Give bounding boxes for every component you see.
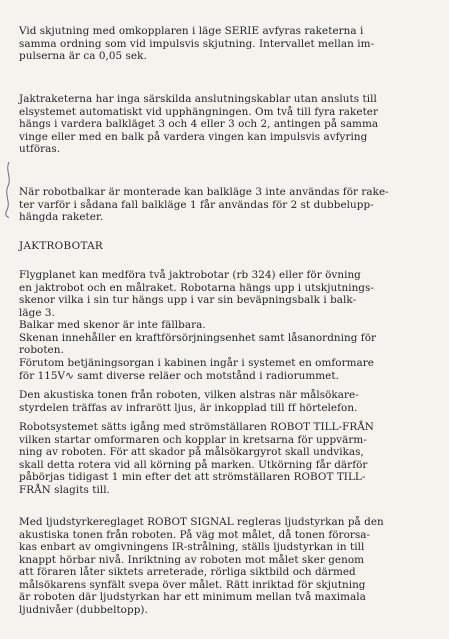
- paragraph-betjaningsorgan: Förutom betjäningsorgan i kabinen ingår i systemet en omformare för 115V∿ samt diverse reläer och motstånd i radiorummet.: [19, 357, 374, 382]
- section-heading-jaktrobotar: JAKTROBOTAR: [19, 240, 104, 252]
- paragraph-flygplanet: Flygplanet kan medföra två jaktrobotar (rb 324) eller för övning en jaktrobot och en målraket. Robotarna hängs upp i utskjutnings- skenor vilka i sin tur hängs upp i var sin beväpningsbalk i balk- läge 3. Balkar med skenor är inte fällbara. Skenan innehåller en kraftförsörjningsenhet samt låsanordning för roboten.: [19, 269, 377, 357]
- margin-annotation-mark: [2, 160, 14, 220]
- paragraph-jaktraketer: Jaktraketerna har inga särskilda anslutningskablar utan ansluts till elsystemet automatiskt vid upphängningen. Om två till fyra raketer hängs i vardera balkläget 3 och 4 eller 3 och 2, antingen på samma vinge eller med en balk på vardera vingen kan impulsvis avfyring utföras.: [19, 93, 379, 156]
- document-body: [19, 0, 431, 616]
- paragraph-akustisk-ton: Den akustiska tonen från roboten, vilken alstras när målsökare- styrdelen träffas av infrarött ljus, är inkopplad till ff hörtelefon.: [19, 389, 359, 414]
- paragraph-serie-skjutning: Vid skjutning med omkopplaren i läge SERIE avfyras raketerna i samma ordning som vid impulsvis skjutning. Intervallet mellan im- pulserna är ca 0,05 sek.: [19, 25, 375, 63]
- paragraph-robotsystemet: Robotsystemet sätts igång med strömställaren ROBOT TILL-FRÅN vilken startar omformaren och kopplar in kretsarna för uppvärm- ning av roboten. För att skador på målsökargyrot skall undvikas, skall detta rotera vid all körning på marken. Utkörning får därför påbörjas tidigast 1 min efter det att strömställaren ROBOT TILL- FRÅN slagits till.: [19, 421, 374, 496]
- paragraph-ljudstyrka: Med ljudstyrkereglaget ROBOT SIGNAL regleras ljudstyrkan på den akustiska tonen från roboten. På väg mot målet, då tonen förorsa- kas enbart av omgivningens IR-strålning, ställs ljudstyrkan in till knappt hörbar nivå. Inriktning av roboten mot målet sker genom att föraren låter siktets arreterade, rörliga siktbild och därmed målsökarens synfält svepa över målet. Rätt inriktad för skjutning är roboten där ljudstyrkan har ett minimum mellan två maximala ljudnivåer (dubbeltopp).: [19, 516, 384, 616]
- paragraph-robotbalkar: När robotbalkar är monterade kan balkläge 3 inte användas för rake- ter varför i sådana fall balkläge 1 får användas för 2 st dubbelupp- hängda raketer.: [19, 186, 389, 224]
